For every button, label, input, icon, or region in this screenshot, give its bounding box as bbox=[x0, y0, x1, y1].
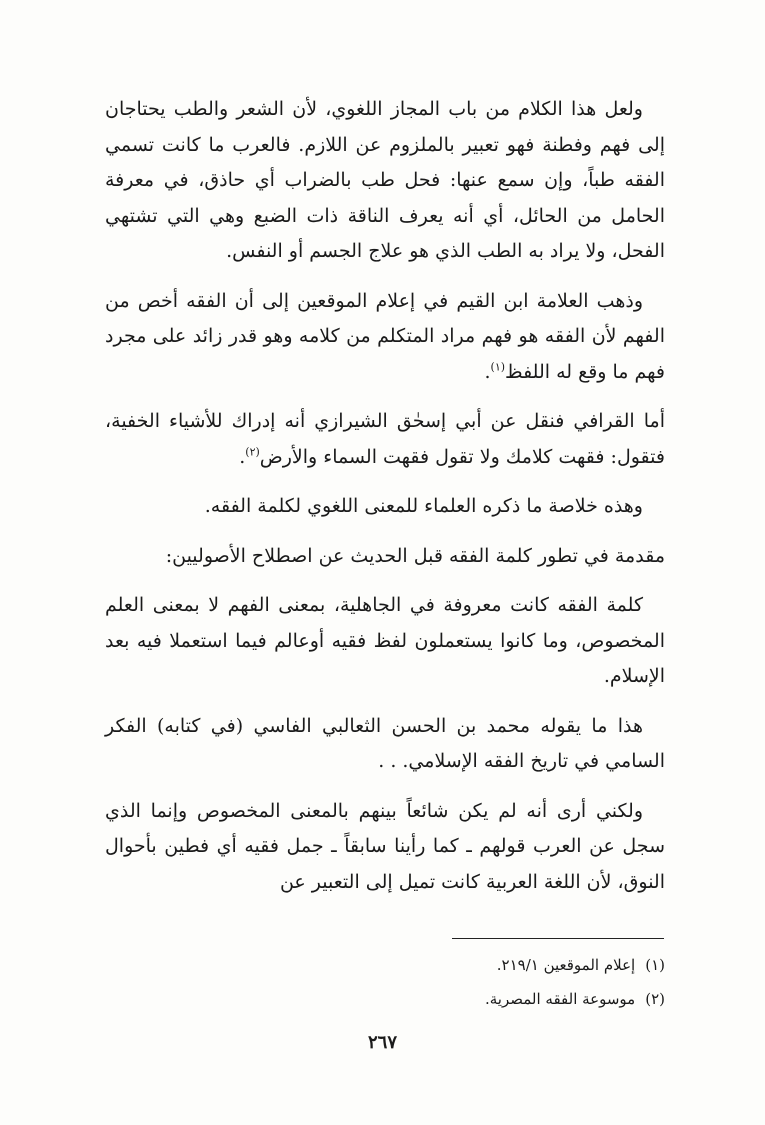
paragraph-1: ولعل هذا الكلام من باب المجاز اللغوي، لأن الشعر والطب يحتاجان إلى فهم وفطنة فهو تعبير بالملزوم عن اللازم. فالعرب ما كانت تسمي الفقه طباً، وإن سمع عنها: فحل طب بالضراب أي حاذق، في معرفة الحامل من الحائل، أي أنه يعرف الناقة ذات الضبع وهي التي تشتهي الفحل، ولا يراد به الطب الذي هو علاج الجسم أو النفس. bbox=[105, 98, 665, 262]
footnote-2 bbox=[105, 982, 665, 1016]
footnote-number: (٢) bbox=[645, 990, 665, 1008]
paragraph-5: كلمة الفقه كانت معروفة في الجاهلية، بمعنى الفهم لا بمعنى العلم المخصوص، وما كانوا يستعملون لفظ فقيه أوعالم فيما استعملا فيه بعد الإسلام. bbox=[105, 594, 665, 687]
paragraph-7: ولكني أرى أنه لم يكن شائعاً بينهم بالمعنى المخصوص وإنما الذي سجل عن العرب قولهم ـ كما رأينا سابقاً ـ جمل فقيه أي فطين بأحوال النوق، لأن اللغة العربية كانت تميل إلى التعبير عن bbox=[105, 799, 665, 893]
paragraph-3: أما القرافي فنقل عن أبي إسحٰق الشيرازي أنه إدراك للأشياء الخفية، فتقول: فقهت كلامك ولا تقول فقهت السماء والأرض$^{(٢)}$. bbox=[105, 410, 665, 468]
footnote-number: (١) bbox=[645, 956, 665, 974]
paragraph-4: وهذه خلاصة ما ذكره العلماء للمعنى اللغوي لكلمة الفقه. bbox=[204, 495, 643, 517]
section-heading: مقدمة في تطور كلمة الفقه قبل الحديث عن اصطلاح الأصوليين: bbox=[165, 544, 665, 567]
paragraph-2: وذهب العلامة ابن القيم في إعلام الموقعين إلى أن الفقه أخص من الفهم لأن الفقه هو فهم مراد المتكلم من كلامه وهو قدر زائد على مجرد فهم ما وقع له اللفظ$^{(١)}$. bbox=[105, 289, 665, 383]
paragraph-6: هذا ما يقوله محمد بن الحسن الثعالبي الفاسي (في كتابه) الفكر السامي في تاريخ الفقه الإسلامي. . . bbox=[105, 714, 665, 772]
footnote-divider bbox=[452, 938, 664, 939]
footnote-ref-1: (١) bbox=[490, 360, 506, 374]
footnote-1 bbox=[105, 948, 665, 982]
footnote-ref-2: (٢) bbox=[245, 445, 260, 459]
body-text bbox=[105, 92, 665, 914]
footnote-text: إعلام الموقعين ٢١٩/١. bbox=[496, 956, 636, 974]
footnote-text: موسوعة الفقه المصرية. bbox=[484, 990, 636, 1008]
page-number: ٢٦٧ bbox=[367, 1032, 397, 1053]
footnotes bbox=[105, 948, 665, 1016]
